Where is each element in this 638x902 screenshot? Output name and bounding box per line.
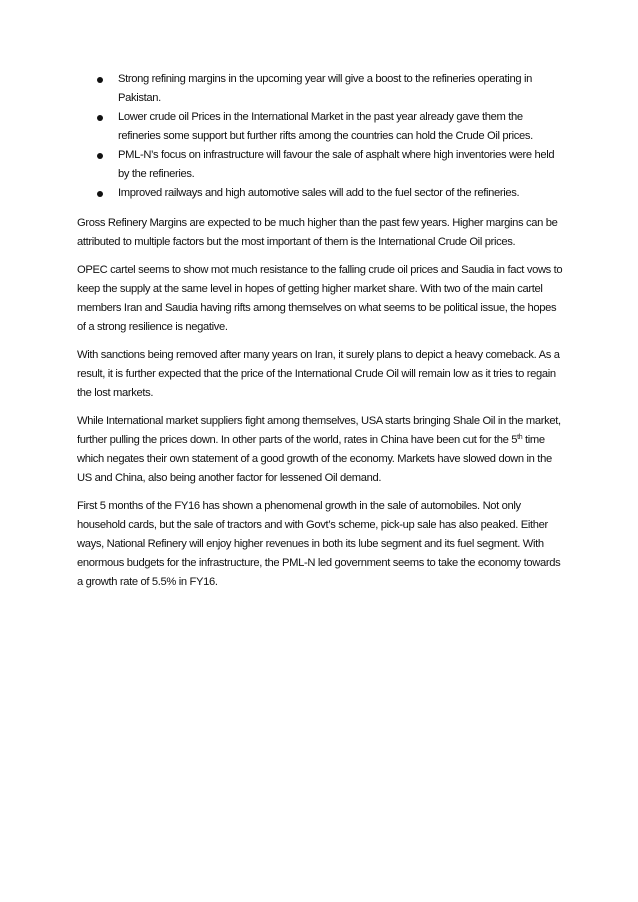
bullet-text: Lower crude oil Prices in the International Market in the past year already gave them the refineries some support but further rifts among the countries can hold the Crude Oil prices. xyxy=(118,111,533,142)
bullet-item xyxy=(95,70,565,108)
bullet-icon xyxy=(97,153,103,159)
paragraph-refinery-margins: Gross Refinery Margins are expected to be much higher than the past few years. Higher margins can be attributed to multiple factors but the most important of them is the International Crude Oil prices. xyxy=(77,217,558,248)
bullet-text: Strong refining margins in the upcoming year will give a boost to the refineries operating in Pakistan. xyxy=(118,73,532,104)
ordinal-superscript: th xyxy=(517,434,523,441)
bullet-icon xyxy=(97,115,103,121)
paragraph-iran-sanctions: With sanctions being removed after many years on Iran, it surely plans to depict a heavy comeback. As a result, it is further expected that the price of the International Crude Oil will remain low as it tries to regain the lost markets. xyxy=(77,349,560,399)
bullet-text: Improved railways and high automotive sales will add to the fuel sector of the refineries. xyxy=(118,187,520,199)
bullet-item xyxy=(95,184,565,203)
body-text xyxy=(77,214,567,601)
paragraph-text: time which negates their own statement of a good growth of the economy. Markets have slowed down in the US and China, also being another factor for lessened Oil demand. xyxy=(77,434,552,484)
bullet-icon xyxy=(97,77,103,83)
bullet-icon xyxy=(97,191,103,197)
paragraph-opec-cartel: OPEC cartel seems to show mot much resistance to the falling crude oil prices and Saudia in fact vows to keep the supply at the same level in hopes of getting higher market share. With two of the main cartel members Iran and Saudia having rifts among themselves on what seems to be political issue, the hopes of a strong resilience is negative. xyxy=(77,264,563,333)
paragraph-text: While International market suppliers fight among themselves, USA starts bringing Shale Oil in the market, further pulling the prices down. In other parts of the world, rates in China have been cut for the 5 xyxy=(77,415,561,446)
bullet-text: PML-N’s focus on infrastructure will favour the sale of asphalt where high inventories were held by the refineries. xyxy=(118,149,555,180)
bullet-list xyxy=(95,70,565,203)
paragraph-automobile-sales: First 5 months of the FY16 has shown a phenomenal growth in the sale of automobiles. Not only household cards, but the sale of tractors and with Govt’s scheme, pick-up sale has also peaked. Either ways, National Refinery will enjoy higher revenues in both its lube segment and its fuel segment. With enormous budgets for the infrastructure, the PML-N led government seems to take the economy towards a growth rate of 5.5% in FY16. xyxy=(77,500,561,588)
paragraph-shale-oil xyxy=(77,412,567,488)
bullet-item xyxy=(95,146,565,184)
bullet-item xyxy=(95,108,565,146)
